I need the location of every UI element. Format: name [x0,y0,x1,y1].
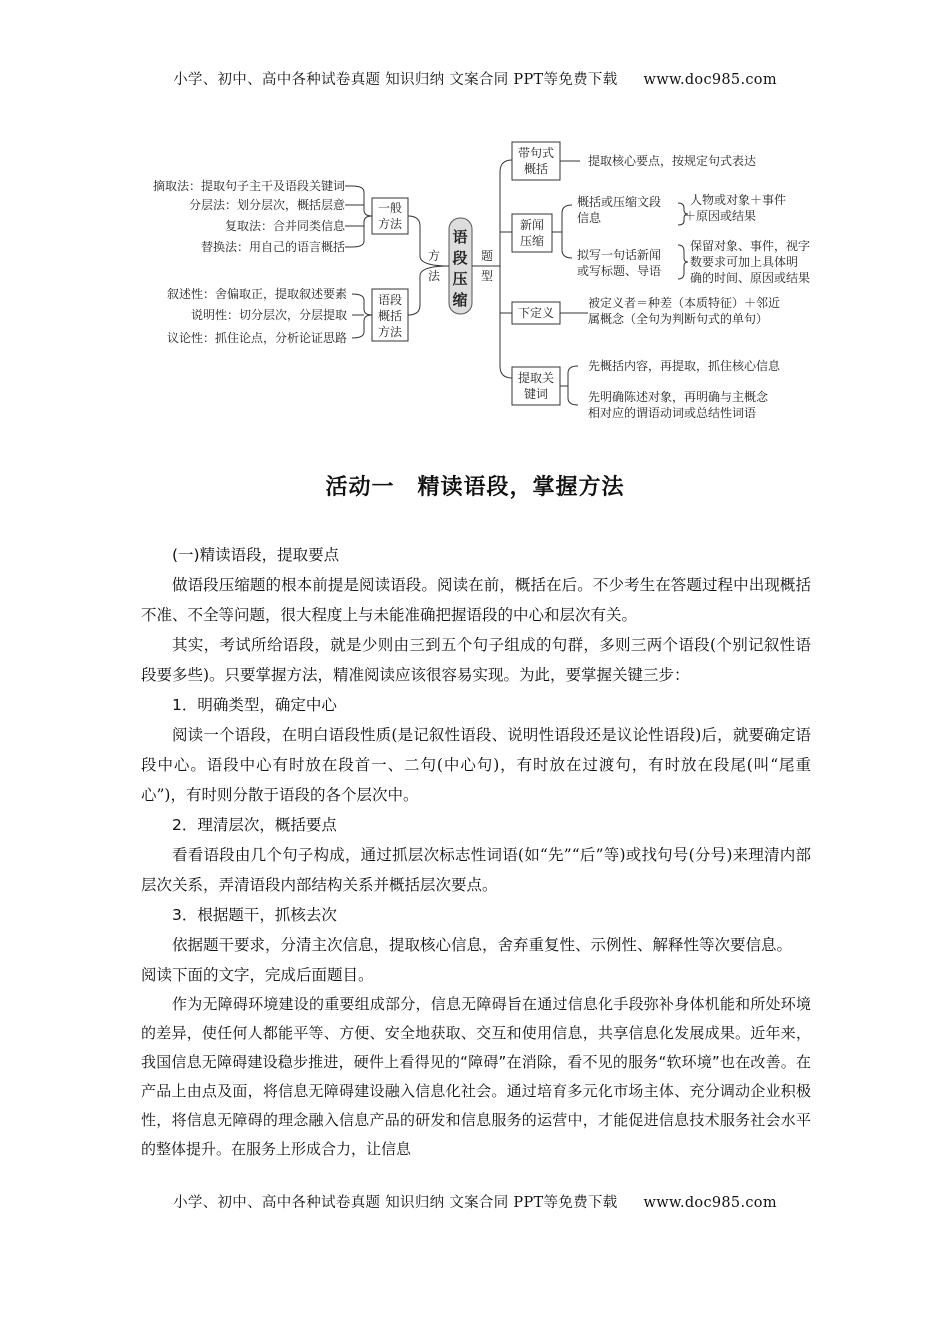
mm-type-desc: 相对应的谓语动词或总结性词语 [588,406,757,420]
page-footer [0,1191,950,1212]
mm-sub-desc: 保留对象、事件，视字 [690,239,811,253]
footer-site: www.doc985.com [643,1195,777,1211]
paragraph: 阅读一个语段，在明白语段性质(是记叙性语段、说明性语段还是议论性语段)后，就要确定语段中心。语段中心有时放在段首一、二句(中心句)，有时放在过渡句，有时放在段尾(叫“尾重心”)，有时则分散于语段的各个层次中。 [141,726,811,804]
mm-sub-label: 信息 [577,211,602,225]
instruction: 阅读下面的文字，完成后面题目。 [141,966,374,984]
mm-center-4: 缩 [452,291,468,309]
mind-map [0,0,950,440]
mm-type-box: 下定义 [517,306,555,320]
mm-sub-desc: 人物或对象＋事件 [690,193,787,207]
mm-type-desc: 先明确陈述对象，再明确与主概念 [588,390,769,404]
mm-type-box: 提取关 [517,371,555,385]
step-heading: 3．根据题干，抓核去次 [172,906,337,924]
footer-text: 小学、初中、高中各种试卷真题 知识归纳 文案合同 PPT等免费下载 [173,1195,618,1211]
mm-sub-label: 拟写一句话新闻 [577,248,662,262]
mm-center-3: 压 [452,270,468,288]
mm-type-desc: 提取核心要点，按规定句式表达 [588,154,757,168]
mm-general-item: 分层法：划分层次，概括层意 [188,198,345,212]
mm-para-item: 议论性：抓住论点，分析论证思路 [166,331,347,345]
mm-para-box-2: 概括 [377,309,403,323]
mm-type-box: 新闻 [519,218,545,232]
activity-title: 活动一 精读语段，掌握方法 [325,475,625,500]
paragraph: 做语段压缩题的根本前提是阅读语段。阅读在前，概括在后。不少考生在答题过程中出现概括不准、不全等问题，很大程度上与未能准确把握语段的中心和层次有关。 [141,576,811,624]
mm-para-item: 叙述性：舍偏取正，提取叙述要素 [166,287,347,301]
mm-type-1: 题 [480,249,494,263]
header-text: 小学、初中、高中各种试卷真题 知识归纳 文案合同 PPT等免费下载 [173,72,618,88]
mm-para-box-3: 方法 [377,325,403,339]
mm-type-desc: 属概念（全句为判断句式的单句） [588,312,769,326]
mm-sub-desc: 确的时间、原因或结果 [690,271,811,285]
paragraph: 其实，考试所给语段，就是少则由三到五个句子组成的句群，多则三两个语段(个别记叙性语段要多些)。只要掌握方法，精准阅读应该很容易实现。为此，要掌握关键三步： [141,636,811,684]
header-site: www.doc985.com [643,72,777,88]
mm-type-desc: 被定义者＝种差（本质特征）＋邻近 [588,296,781,310]
mm-sub-desc: 数要求可加上具体明 [690,255,799,269]
mm-method-2: 法 [427,269,441,283]
mm-type-box: 概括 [523,162,549,176]
mm-general-item: 替换法：用自己的语言概括 [200,240,345,254]
mm-type-2: 型 [480,269,494,283]
mm-center-2: 段 [452,249,468,267]
main-body [141,540,811,1164]
mm-sub-label: 概括或压缩文段 [577,195,662,209]
paragraph: 依据题干要求，分清主次信息，提取核心信息，舍弃重复性、示例性、解释性等次要信息。 [172,936,793,954]
mm-method-1: 方 [427,249,441,263]
mm-general-item: 摘取法：提取句子主干及语段关键词 [152,179,345,193]
reading-passage: 作为无障碍环境建设的重要组成部分，信息无障碍旨在通过信息化手段弥补身体机能和所处环境的差异，使任何人都能平等、方便、安全地获取、交互和使用信息，共享信息化发展成果。近年来，我国信息无障碍建设稳步推进，硬件上看得见的“障碍”在消除，看不见的服务“软环境”也在改善。在产品上由点及面，将信息无障碍建设融入信息化社会。通过培育多元化市场主体、充分调动企业积极性，将信息无障碍的理念融入信息产品的研发和信息服务的运营中，才能促进信息技术服务社会水平的整体提升。在服务上形成合力，让信息 [141,995,811,1158]
section-heading: (一)精读语段，提取要点 [172,546,340,564]
mm-para-item: 说明性：切分层次，分层提取 [190,308,347,322]
mm-type-box: 带句式 [517,146,555,160]
mm-para-box-1: 语段 [377,293,403,307]
mm-type-box: 压缩 [519,234,545,248]
step-heading: 1．明确类型，确定中心 [172,696,337,714]
mm-general-box-1: 一般 [377,201,403,215]
mm-type-desc: 先概括内容，再提取，抓住核心信息 [588,359,781,373]
paragraph: 看看语段由几个句子构成，通过抓层次标志性词语(如“先”“后”等)或找句号(分号)来理清内部层次关系，弄清语段内部结构关系并概括层次要点。 [141,846,811,894]
mm-type-box: 键词 [523,387,549,401]
mm-sub-label: 或写标题、导语 [577,264,662,278]
mm-general-box-2: 方法 [377,217,403,231]
step-heading: 2．理清层次，概括要点 [172,816,337,834]
mm-center-1: 语 [452,228,468,246]
mm-general-item: 复取法：合并同类信息 [224,219,345,233]
mm-sub-desc: ＋原因或结果 [684,209,757,223]
